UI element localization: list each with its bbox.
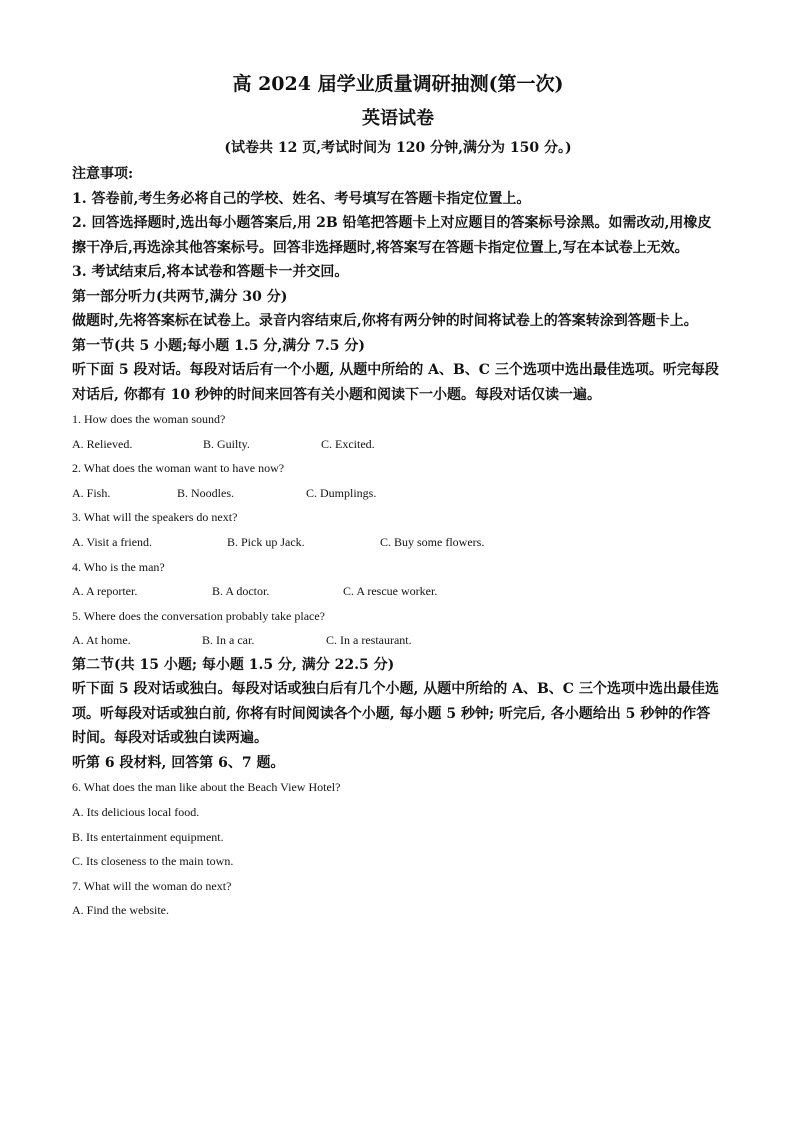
option-b: B. A doctor. [212,584,270,599]
part1-heading: 第一部分听力(共两节,满分 30 分) [72,288,288,305]
notice-item-2: 2. 回答选择题时,选出每小题答案后,用 2B 铅笔把答题卡上对应题目的答案标号涂黑。如需改动,用橡皮擦干净后,再选涂其他答案标号。回答非选择题时,将答案写在答题卡指定位置上,写在本试卷上无效。 [72,215,712,256]
option-a: A. Its delicious local food. [72,805,200,820]
part1-instruction: 做题时,先将答案标在试卷上。录音内容结束后,你将有两分钟的时间将试卷上的答案转涂到答题卡上。 [72,313,698,329]
option-b: B. Guilty. [203,436,250,451]
option-b: B. Pick up Jack. [227,534,305,549]
question-options [72,530,724,555]
option-b: B. In a car. [202,633,255,648]
option-b: B. Noodles. [177,485,234,500]
question-stem: 7. What will the woman do next? [72,878,232,893]
option-c: C. Its closeness to the main town. [72,854,234,869]
option-a: A. Fish. [72,485,111,500]
question-stem: 2. What does the woman want to have now? [72,461,285,476]
exam-title: 高 2024 届学业质量调研抽测(第一次) [232,73,564,95]
section2-instruction: 听下面 5 段对话或独白。每段对话或独白后有几个小题, 从题中所给的 A、B、C 三个选项中选出最佳选项。听每段对话或独白前, 你将有时间阅读各个小题, 每小题 5 秒钟; 听完后, 各小题给出 5 秒钟的作答时间。每段对话或独白读两遍。 [72,681,719,747]
question-options [72,628,724,653]
option-b: B. Its entertainment equipment. [72,829,224,844]
notice-item-3: 3. 考试结束后,将本试卷和答题卡一并交回。 [72,264,349,280]
option-c: C. A rescue worker. [343,584,438,599]
notice-heading: 注意事项: [72,166,134,182]
material-6-heading: 听第 6 段材料, 回答第 6、7 题。 [72,754,285,771]
question-stem: 4. Who is the man? [72,559,165,574]
option-a: A. Find the website. [72,903,169,918]
question-stem: 1. How does the woman sound? [72,412,226,426]
question-options [72,481,724,506]
section2-heading: 第二节(共 15 小题; 每小题 1.5 分, 满分 22.5 分) [72,656,395,673]
exam-page [72,72,724,923]
notice-item-1: 1. 答卷前,考生务必将自己的学校、姓名、考号填写在答题卡指定位置上。 [72,190,531,207]
option-a: A. At home. [72,633,131,648]
option-a: A. Visit a friend. [72,534,153,549]
question-stem: 5. Where does the conversation probably take place? [72,608,326,623]
section1-heading: 第一节(共 5 小题;每小题 1.5 分,满分 7.5 分) [72,337,365,354]
option-a: A. A reporter. [72,584,138,599]
option-c: C. In a restaurant. [326,633,412,648]
option-c: C. Dumplings. [306,485,377,500]
option-c: C. Buy some flowers. [380,534,485,549]
exam-info: (试卷共 12 页,考试时间为 120 分钟,满分为 150 分。) [224,140,572,156]
question-stem: 6. What does the man like about the Beach View Hotel? [72,780,341,795]
question-options [72,432,724,457]
question-options [72,579,724,604]
question-stem: 3. What will the speakers do next? [72,510,238,525]
exam-subject: 英语试卷 [362,108,434,129]
option-c: C. Excited. [321,436,375,451]
section1-instruction: 听下面 5 段对话。每段对话后有一个小题, 从题中所给的 A、B、C 三个选项中选出最佳选项。听完每段对话后, 你都有 10 秒钟的时间来回答有关小题和阅读下一小题。每段对话仅读一遍。 [72,362,719,403]
option-a: A. Relieved. [72,436,133,451]
